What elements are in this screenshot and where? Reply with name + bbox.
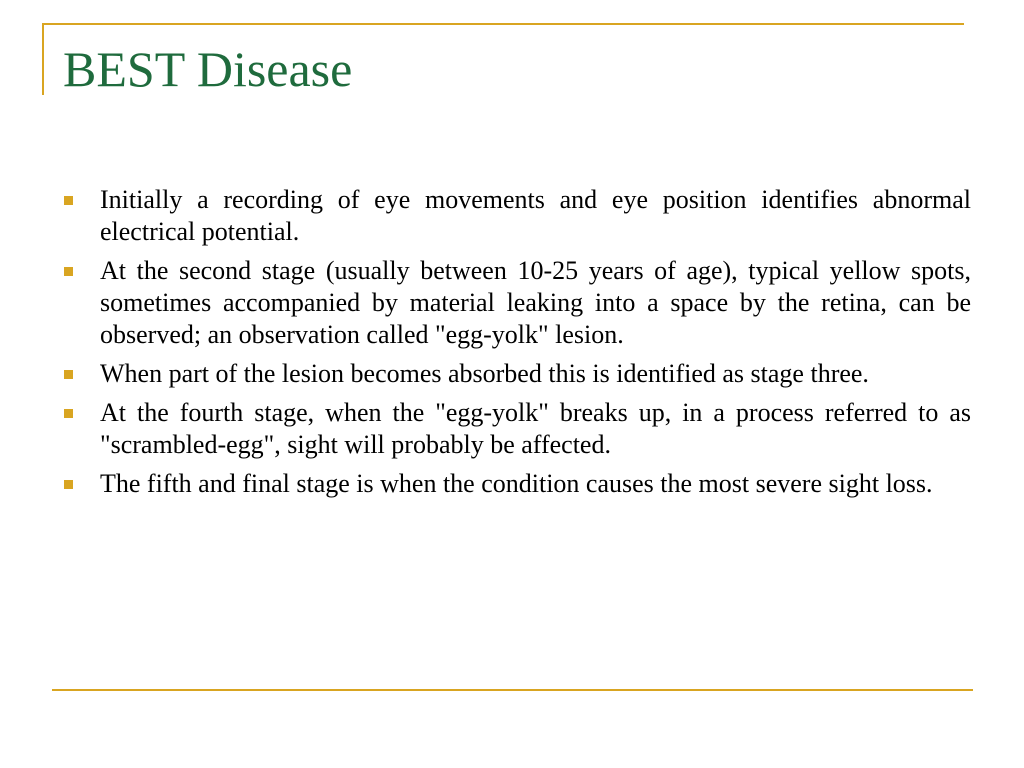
left-border-line	[42, 23, 44, 95]
bullet-text: At the fourth stage, when the "egg-yolk" breaks up, in a process referred to as "scrambled-egg", sight will probably be affected.	[100, 398, 971, 459]
bullet-item	[62, 255, 971, 351]
square-bullet-icon	[64, 409, 73, 418]
bullet-text: When part of the lesion becomes absorbed this is identified as stage three.	[100, 359, 869, 388]
top-border-line	[42, 23, 964, 25]
slide-title: BEST Disease	[63, 41, 353, 97]
square-bullet-icon	[64, 267, 73, 276]
square-bullet-icon	[64, 370, 73, 379]
square-bullet-icon	[64, 196, 73, 205]
bullet-item	[62, 184, 971, 248]
bullet-item	[62, 358, 971, 390]
square-bullet-icon	[64, 480, 73, 489]
bottom-border-line	[52, 689, 973, 691]
bullet-item	[62, 397, 971, 461]
bullet-text: At the second stage (usually between 10-25 years of age), typical yellow spots, sometimes accompanied by material leaking into a space by the retina, can be observed; an observation called "egg-yolk" lesion.	[100, 256, 971, 349]
bullet-item	[62, 468, 971, 500]
bullet-list	[62, 184, 971, 507]
bullet-text: Initially a recording of eye movements and eye position identifies abnormal electrical potential.	[100, 185, 971, 246]
bullet-text: The fifth and final stage is when the condition causes the most severe sight loss.	[100, 469, 933, 498]
